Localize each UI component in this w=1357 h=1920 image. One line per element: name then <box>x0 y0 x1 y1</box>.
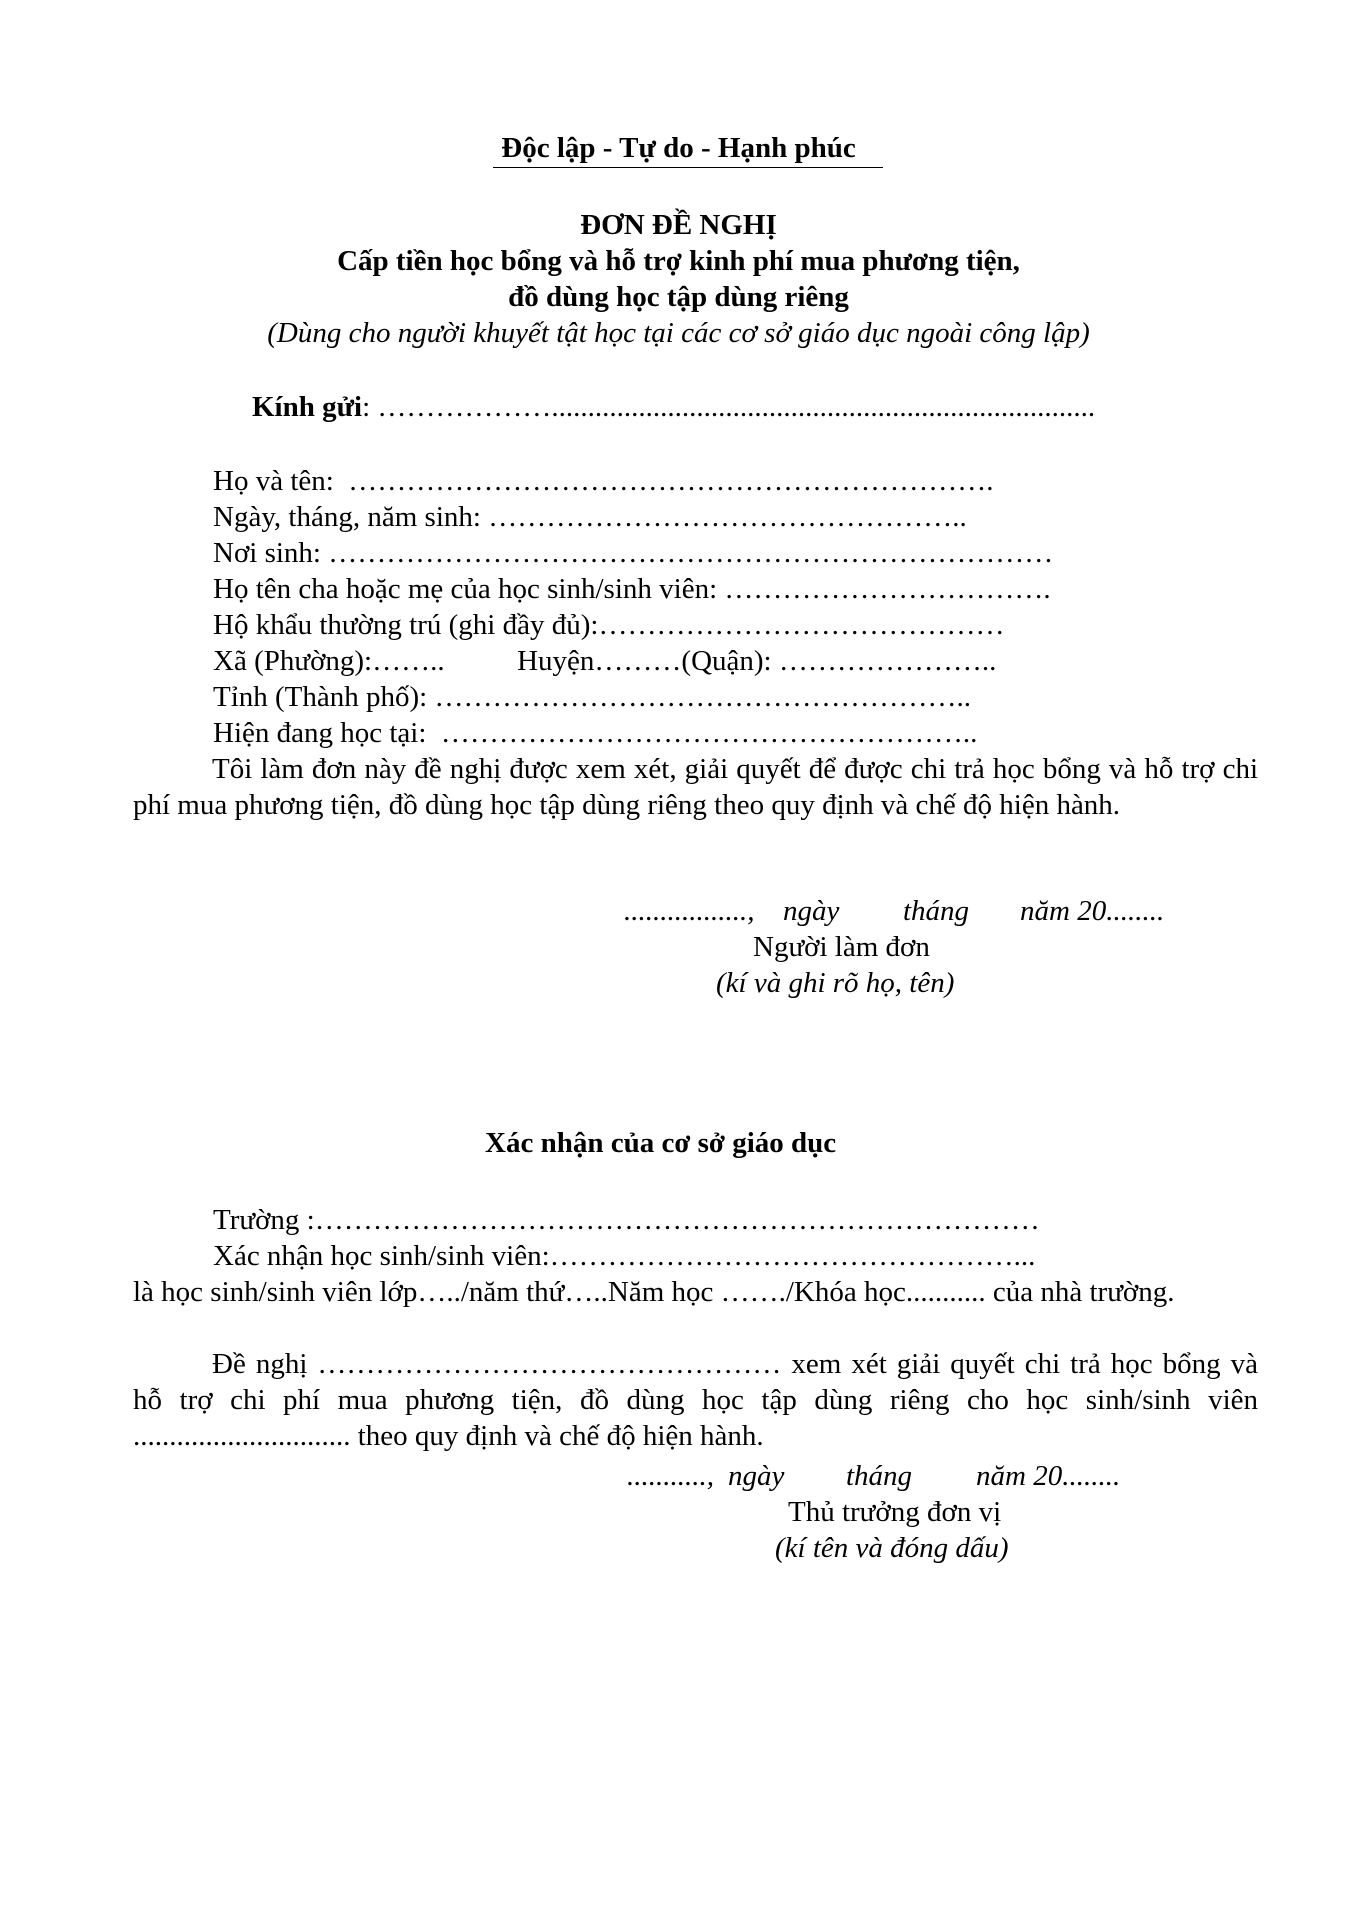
head-date-year: năm 20........ <box>976 1460 1121 1492</box>
field-parent-name: Họ tên cha hoặc mẹ của học sinh/sinh viên: ……………………………. <box>213 573 1051 605</box>
field-current-school: Hiện đang học tại: ……………………………………………….. <box>213 717 978 749</box>
applicant-date-year: năm 20........ <box>1020 895 1165 927</box>
confirmation-proposal-paragraph: Đề nghị ………………………………………… xem xét giải quyết chi trả học bổng và hỗ trợ chi phí mua phương tiện, đồ dùng học tập dùng riêng cho học sinh/sinh viên .............................. theo quy định và chế độ hiện hành. <box>133 1348 1258 1452</box>
form-usage-note: (Dùng cho người khuyết tật học tại các cơ sở giáo dục ngoài công lập) <box>267 317 1090 349</box>
field-commune-district: Xã (Phường):…….. Huyện………(Quận): ………………….. <box>213 645 997 677</box>
form-subtitle-line-2: đồ dùng học tập dùng riêng <box>508 281 849 313</box>
confirmation-class-paragraph: là học sinh/sinh viên lớp…../năm thứ…..Năm học ……./Khóa học........... của nhà trường. <box>133 1276 1175 1308</box>
form-title: ĐƠN ĐỀ NGHỊ <box>580 209 777 241</box>
head-role: Thủ trưởng đơn vị <box>788 1496 1002 1528</box>
confirmation-student-line: Xác nhận học sinh/sinh viên:…………………………………………... <box>213 1240 1036 1272</box>
field-province: Tỉnh (Thành phố): ……………………………………………….. <box>213 681 971 713</box>
addressee-line <box>252 389 1095 425</box>
form-subtitle-line-1: Cấp tiền học bổng và hỗ trợ kinh phí mua phương tiện, <box>337 245 1020 277</box>
head-date-day: ngày <box>728 1460 785 1492</box>
field-full-name: Họ và tên: …………………………………………………………. <box>213 465 994 497</box>
confirmation-school-line: Trường :………………………………………………………………… <box>213 1204 1040 1236</box>
addressee-dots: : ………………........................................................................... <box>362 391 1096 423</box>
head-date-dots: ..........., <box>627 1460 714 1492</box>
applicant-role: Người làm đơn <box>753 931 930 963</box>
head-date-month: tháng <box>846 1460 913 1492</box>
confirmation-title: Xác nhận của cơ sở giáo dục <box>485 1127 837 1159</box>
motto-underline <box>493 167 883 168</box>
applicant-date-day: ngày <box>783 895 840 927</box>
field-permanent-residence: Hộ khẩu thường trú (ghi đầy đủ):…………………………………… <box>213 609 1005 641</box>
head-signature-instruction: (kí tên và đóng dấu) <box>775 1532 1009 1564</box>
applicant-date-dots: ................., <box>624 895 755 927</box>
field-place-of-birth: Nơi sinh: ………………………………………………………………… <box>213 537 1054 569</box>
request-paragraph: Tôi làm đơn này đề nghị được xem xét, giải quyết để được chi trả học bổng và hỗ trợ chi phí mua phương tiện, đồ dùng học tập dùng riêng theo quy định và chế độ hiện hành. <box>133 753 1258 821</box>
national-motto: Độc lập - Tự do - Hạnh phúc <box>501 132 856 164</box>
applicant-signature-instruction: (kí và ghi rõ họ, tên) <box>716 967 955 999</box>
applicant-date-month: tháng <box>903 895 970 927</box>
addressee-label: Kính gửi <box>252 391 363 423</box>
field-date-of-birth: Ngày, tháng, năm sinh: ………………………………………….. <box>213 501 967 533</box>
